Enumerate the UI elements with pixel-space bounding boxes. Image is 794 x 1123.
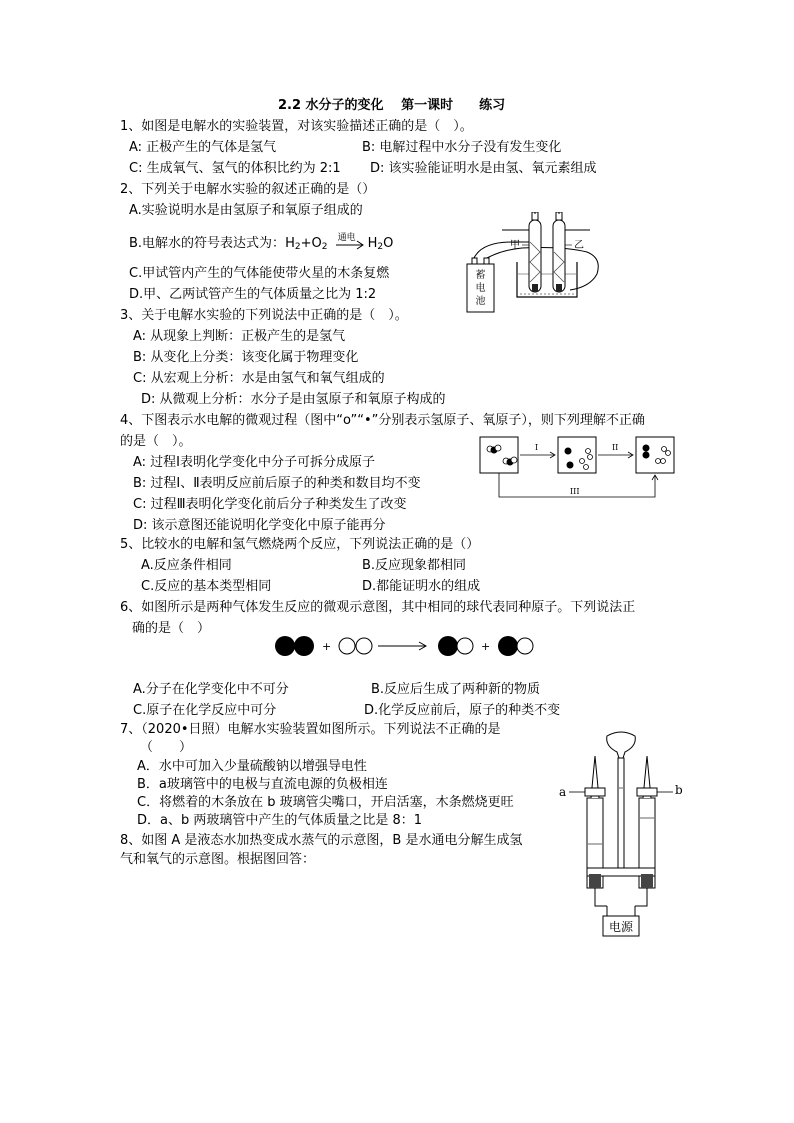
q7-stem-line1: 7、（2020•日照）电解水实验装置如图所示。下列说法不正确的是 [120,722,501,737]
formula-product-sub: 2 [377,242,384,252]
q6-stem-line1: 6、如图所示是两种气体发生反应的微观示意图，其中相同的球代表同种原子。下列说法正 [120,600,636,615]
q6-option-b: B.反应后生成了两种新的物质 [371,682,541,697]
formula-product-h: H [367,236,378,251]
tube-label-a: a [559,785,567,799]
q7-option-d: D．a、b 两玻璃管中产生的气体质量之比是 8：1 [137,813,423,828]
q4-stem-line1: 4、下图表示水电解的微观过程（图中“o”“•”分别表示氢原子、氧原子），则下列理解不正确 [120,413,645,428]
q4-option-d: D: 该示意图还能说明化学变化中原子能再分 [133,518,386,533]
q2-option-d: D.甲、乙两试管产生的气体质量之比为 1:2 [129,287,377,302]
battery-label-3: 池 [475,296,486,307]
q6-stem-line2: 确的是（ ） [132,621,211,636]
q1-option-d: D: 该实验能证明水是由氢、氧元素组成 [370,161,597,176]
page-title: 2.2 水分子的变化 第一课时 练习 [278,98,506,113]
q1-option-c: C: 生成氧气、氢气的体积比约为 2:1 [129,161,341,176]
power-source-label: 电源 [608,920,634,934]
q3-option-b: B: 从变化上分类：该变化属于物理变化 [133,350,359,365]
q7-option-c: C．将燃着的木条放在 b 玻璃管尖嘴口，开启活塞，木条燃烧更旺 [137,795,514,810]
q2-option-a: A.实验说明水是由氢原子和氧原子组成的 [129,203,363,218]
process-label-iii: III [570,487,580,496]
q6-option-c: C.原子在化学反应中可分 [133,703,277,718]
plus-sign: + [322,640,332,653]
q5-option-c: C.反应的基本类型相同 [141,579,272,594]
electrolysis-apparatus-figure [462,212,612,315]
q1-option-b: B: 电解过程中水分子没有发生变化 [362,140,562,155]
battery-label-2: 电 [475,283,486,294]
q4-option-a: A: 过程Ⅰ表明化学变化中分子可拆分成原子 [133,455,376,470]
formula-o-sub: 2 [321,242,328,252]
q2-option-b-prefix: B.电解水的符号表达式为： [129,236,286,251]
q2-stem: 2、下列关于电解水实验的叙述正确的是（） [120,182,376,197]
q3-stem: 3、关于电解水实验的下列说法中正确的是（ ）。 [120,308,408,323]
q6-option-a: A.分子在化学变化中不可分 [133,682,289,697]
formula-product-o: O [383,236,394,251]
q1-option-a: A: 正极产生的气体是氢气 [129,140,277,155]
formula-h: H [285,236,295,251]
q4-option-b: B: 过程Ⅰ、Ⅱ表明反应前后原子的种类和数目均不变 [133,476,421,491]
q2-option-c: C.甲试管内产生的气体能使带火星的木条复燃 [129,266,390,281]
arrow-icon [332,236,368,252]
q1-stem: 1、如图是电解水的实验装置，对该实验描述正确的是（ ）。 [120,119,473,134]
reaction-condition: 通电 [337,233,356,243]
battery-label-1: 蓄 [475,270,486,281]
q2-option-b [129,233,394,255]
q8-stem-line1: 8、如图 A 是液态水加热变成水蒸气的示意图，B 是水通电分解生成氢 [120,833,523,848]
q5-option-a: A.反应条件相同 [141,558,232,573]
q3-option-c: C: 从宏观上分析：水是由氢气和氧气组成的 [133,371,385,386]
q4-stem-line2: 的是（ ）。 [120,434,192,449]
q7-option-b: B．a玻璃管中的电极与直流电源的负极相连 [137,777,388,792]
formula-plus-o: +O [300,236,322,251]
formula-h-sub: 2 [294,242,301,252]
q5-option-d: D.都能证明水的组成 [362,579,481,594]
plus-sign-2: + [481,640,491,653]
reaction-molecule-figure [270,632,550,662]
process-label-ii: II [612,443,619,452]
q5-option-b: B.反应现象都相同 [362,558,467,573]
process-label-i: I [535,443,539,452]
q7-stem-line2: （ ） [140,740,193,755]
hofmann-voltameter-figure [555,728,690,943]
tube-label-b: b [675,783,683,797]
tube-label-yi: 乙 [574,240,584,251]
tube-label-jia: 甲 [510,240,520,251]
q6-option-d: D.化学反应前后，原子的种类不变 [364,703,561,718]
q3-option-d: D: 从微观上分析：水分子是由氢原子和氧原子构成的 [141,392,446,407]
reaction-arrow [332,233,368,252]
q4-option-c: C: 过程Ⅲ表明化学变化前后分子种类发生了改变 [133,497,407,512]
q5-stem: 5、比较水的电解和氢气燃烧两个反应，下列说法正确的是（） [120,537,480,552]
q7-option-a: A．水中可加入少量硫酸钠以增强导电性 [137,759,367,774]
q3-option-a: A: 从现象上判断：正极产生的是氢气 [133,329,346,344]
micro-process-figure [478,435,678,501]
q8-stem-line2: 气和氧气的示意图。根据图回答： [120,852,316,867]
